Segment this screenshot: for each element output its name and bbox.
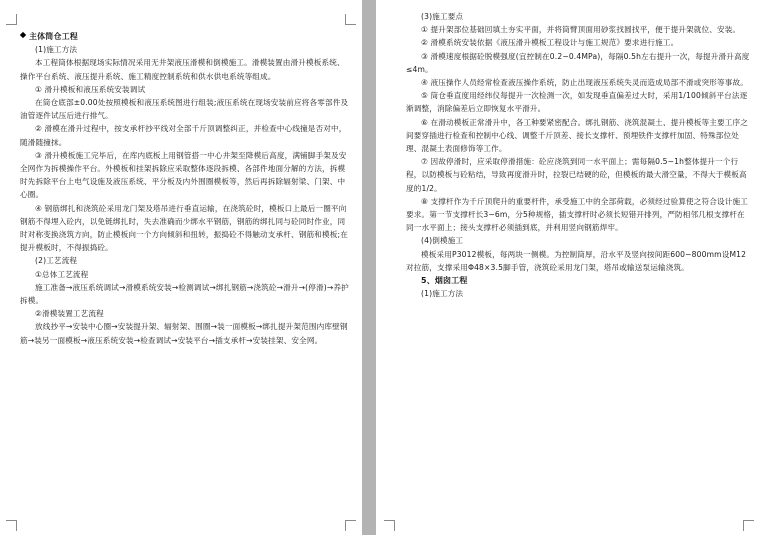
page-gap bbox=[362, 0, 376, 535]
paragraph-list bbox=[406, 10, 752, 274]
paragraph: ① 提升架部位基础回填土夯实平面，并将筒臂顶面用砂浆找圆找平，便于提升架就位、安装。 bbox=[421, 25, 741, 35]
paragraph: ② 滑模在滑升过程中，按支承杆抄平线对全部千斤顶调整纠正，并检查中心线撞是否对中，随滑随撞抹。 bbox=[20, 124, 347, 147]
paragraph: ② 滑模系统安装依据《液压滑升模板工程设计与施工规范》要求进行施工。 bbox=[421, 38, 679, 48]
crop-mark bbox=[6, 520, 17, 531]
paragraph: 模板采用P3012模板，每两块一侧模。为控制筒厚，沿水平及竖向按间距600~800mm设M12对拉筋，支撑采用Φ48×3.5脚手管，浇筑砼采用龙门架，塔吊或输送泵运输浇筑。 bbox=[406, 249, 747, 272]
paragraph: 施工准备→液压系统调试→滑模系统安装→检测调试→绑扎钢筋→浇筑砼→滑升→(停滑)→养护拆模。 bbox=[20, 282, 349, 306]
document-page-left bbox=[0, 0, 362, 535]
paragraph: (4)倒模施工 bbox=[421, 236, 464, 246]
paragraph: (3)施工要点 bbox=[421, 12, 464, 21]
paragraph: 放线抄平→安装中心圈→安装提升架、辐射架、围圈→装一面模板→绑扎提升架范围内库壁钢筋→装另一面模板→液压系统安装→检查调试→安装平台→插支承杆→安装挂架、安全网。 bbox=[20, 322, 348, 345]
paragraph: ③ 滑模速度根据砼脱模强度(宜控制在0.2~0.4MPa)，每隔0.5h左右提升一次，每提升滑升高度≤4m。 bbox=[406, 51, 750, 74]
crop-mark bbox=[6, 14, 17, 25]
crop-mark bbox=[384, 520, 395, 531]
section-heading: 5、烟囱工程 bbox=[421, 276, 468, 286]
paragraph: 在筒仓底部±0.00处按照模板和液压系统图进行组装;液压系统在现场安装前应将各零部件及油管逐件试压后进行排气。 bbox=[20, 98, 349, 121]
paragraph: ④ 液压操作人员经常检查液压操作系统，防止出现液压系统失灵而造成局部不滑或突形等事故。 bbox=[421, 78, 749, 88]
page-text-right bbox=[406, 10, 752, 300]
paragraph: ① 滑升模板和液压系统安装调试 bbox=[35, 84, 146, 94]
paragraph: ⑥ 在滑动模板正常滑升中，各工种要紧密配合。绑扎钢筋、浇筑混凝土、提升模板等主要工序之间要穿插进行检查和控制中心线、调整千斤顶差、接长支撑杆、预埋铁件支撑杆加固、特殊部位处理、混凝土表面修饰等工作。 bbox=[406, 117, 749, 154]
paragraph: (1)施工方法 bbox=[35, 45, 78, 55]
paragraph: (1)施工方法 bbox=[421, 289, 464, 299]
document-page-right bbox=[376, 0, 760, 535]
paragraph: ①总体工艺流程 bbox=[35, 269, 89, 279]
page-text-left bbox=[20, 30, 350, 347]
bullet-icon bbox=[20, 32, 26, 38]
paragraph: ⑦ 因故停滑时，应采取停滑措施：砼应浇筑到同一水平面上；需每隔0.5~1h整体提升一个行程，以防模板与砼粘结，导致再度滑升时，拉裂已结硬的砼，但模板的最大滑空量，不得大于模板高度的1/2。 bbox=[406, 157, 747, 193]
paragraph: ⑤ 筒仓垂直度用经纬仪每提升一次检测一次，如发现垂直偏差过大时，采用1/100倾斜平台法逐渐调整，消除偏差后立即恢复水平滑升。 bbox=[406, 91, 748, 114]
section-heading bbox=[20, 30, 350, 43]
paragraph: ⑧ 支撑杆作为千斤顶爬升的重要杆件，承受施工中的全部荷载，必须经过验算使之符合设计施工要求。第一节支撑杆长3~6m，分5种规格，插支撑杆时必须长短错开排列，严防相邻几根支撑杆在同一水平面上；接头支撑杆必须插到底，并利用竖向钢筋焊牢。 bbox=[406, 196, 749, 233]
crop-mark bbox=[345, 520, 356, 531]
paragraph-list bbox=[20, 43, 350, 347]
paragraph: (2)工艺流程 bbox=[35, 256, 78, 266]
paragraph: ③ 滑升模板施工完毕后，在库内底板上用钢管搭一中心井架至降模后高度，满铺脚手架及安全网作为拆模操作平台。外模板和挂架拆除应采取整体逐段拆模、各部件地面分解的方法，拆模时先拆除平台上电气设施及液压系统、平分板及内外围圈模板等，然后再拆除辐射梁、门架、中心圈。 bbox=[20, 150, 347, 200]
crop-mark bbox=[743, 520, 754, 531]
paragraph: ④ 钢筋绑扎和浇筑砼采用龙门架及塔吊进行垂直运输，在浇筑砼时，模板口上最后一圈平向钢筋不得埋入砼内，以免链绑扎时，失去准确而少绑水平钢筋，钢筋的绑扎同与砼同时作业，同时对称变换浇筑方向，防止模板向一个方向倾斜和扭转，振捣砼不得触动支承杆、钢筋和模板;在提升模板时，不得振捣砼。 bbox=[20, 203, 348, 253]
section-heading-text: 主体筒仓工程 bbox=[29, 32, 78, 41]
paragraph: ②滑模装置工艺流程 bbox=[35, 309, 104, 319]
paragraph: 本工程筒体根据现场实际情况采用无井架液压滑模和倒模施工。滑模装置由滑升模板系统、操作平台系统、液压提升系统、施工精度控制系统和供水供电系统等组成。 bbox=[20, 58, 345, 81]
crop-mark bbox=[345, 14, 356, 25]
